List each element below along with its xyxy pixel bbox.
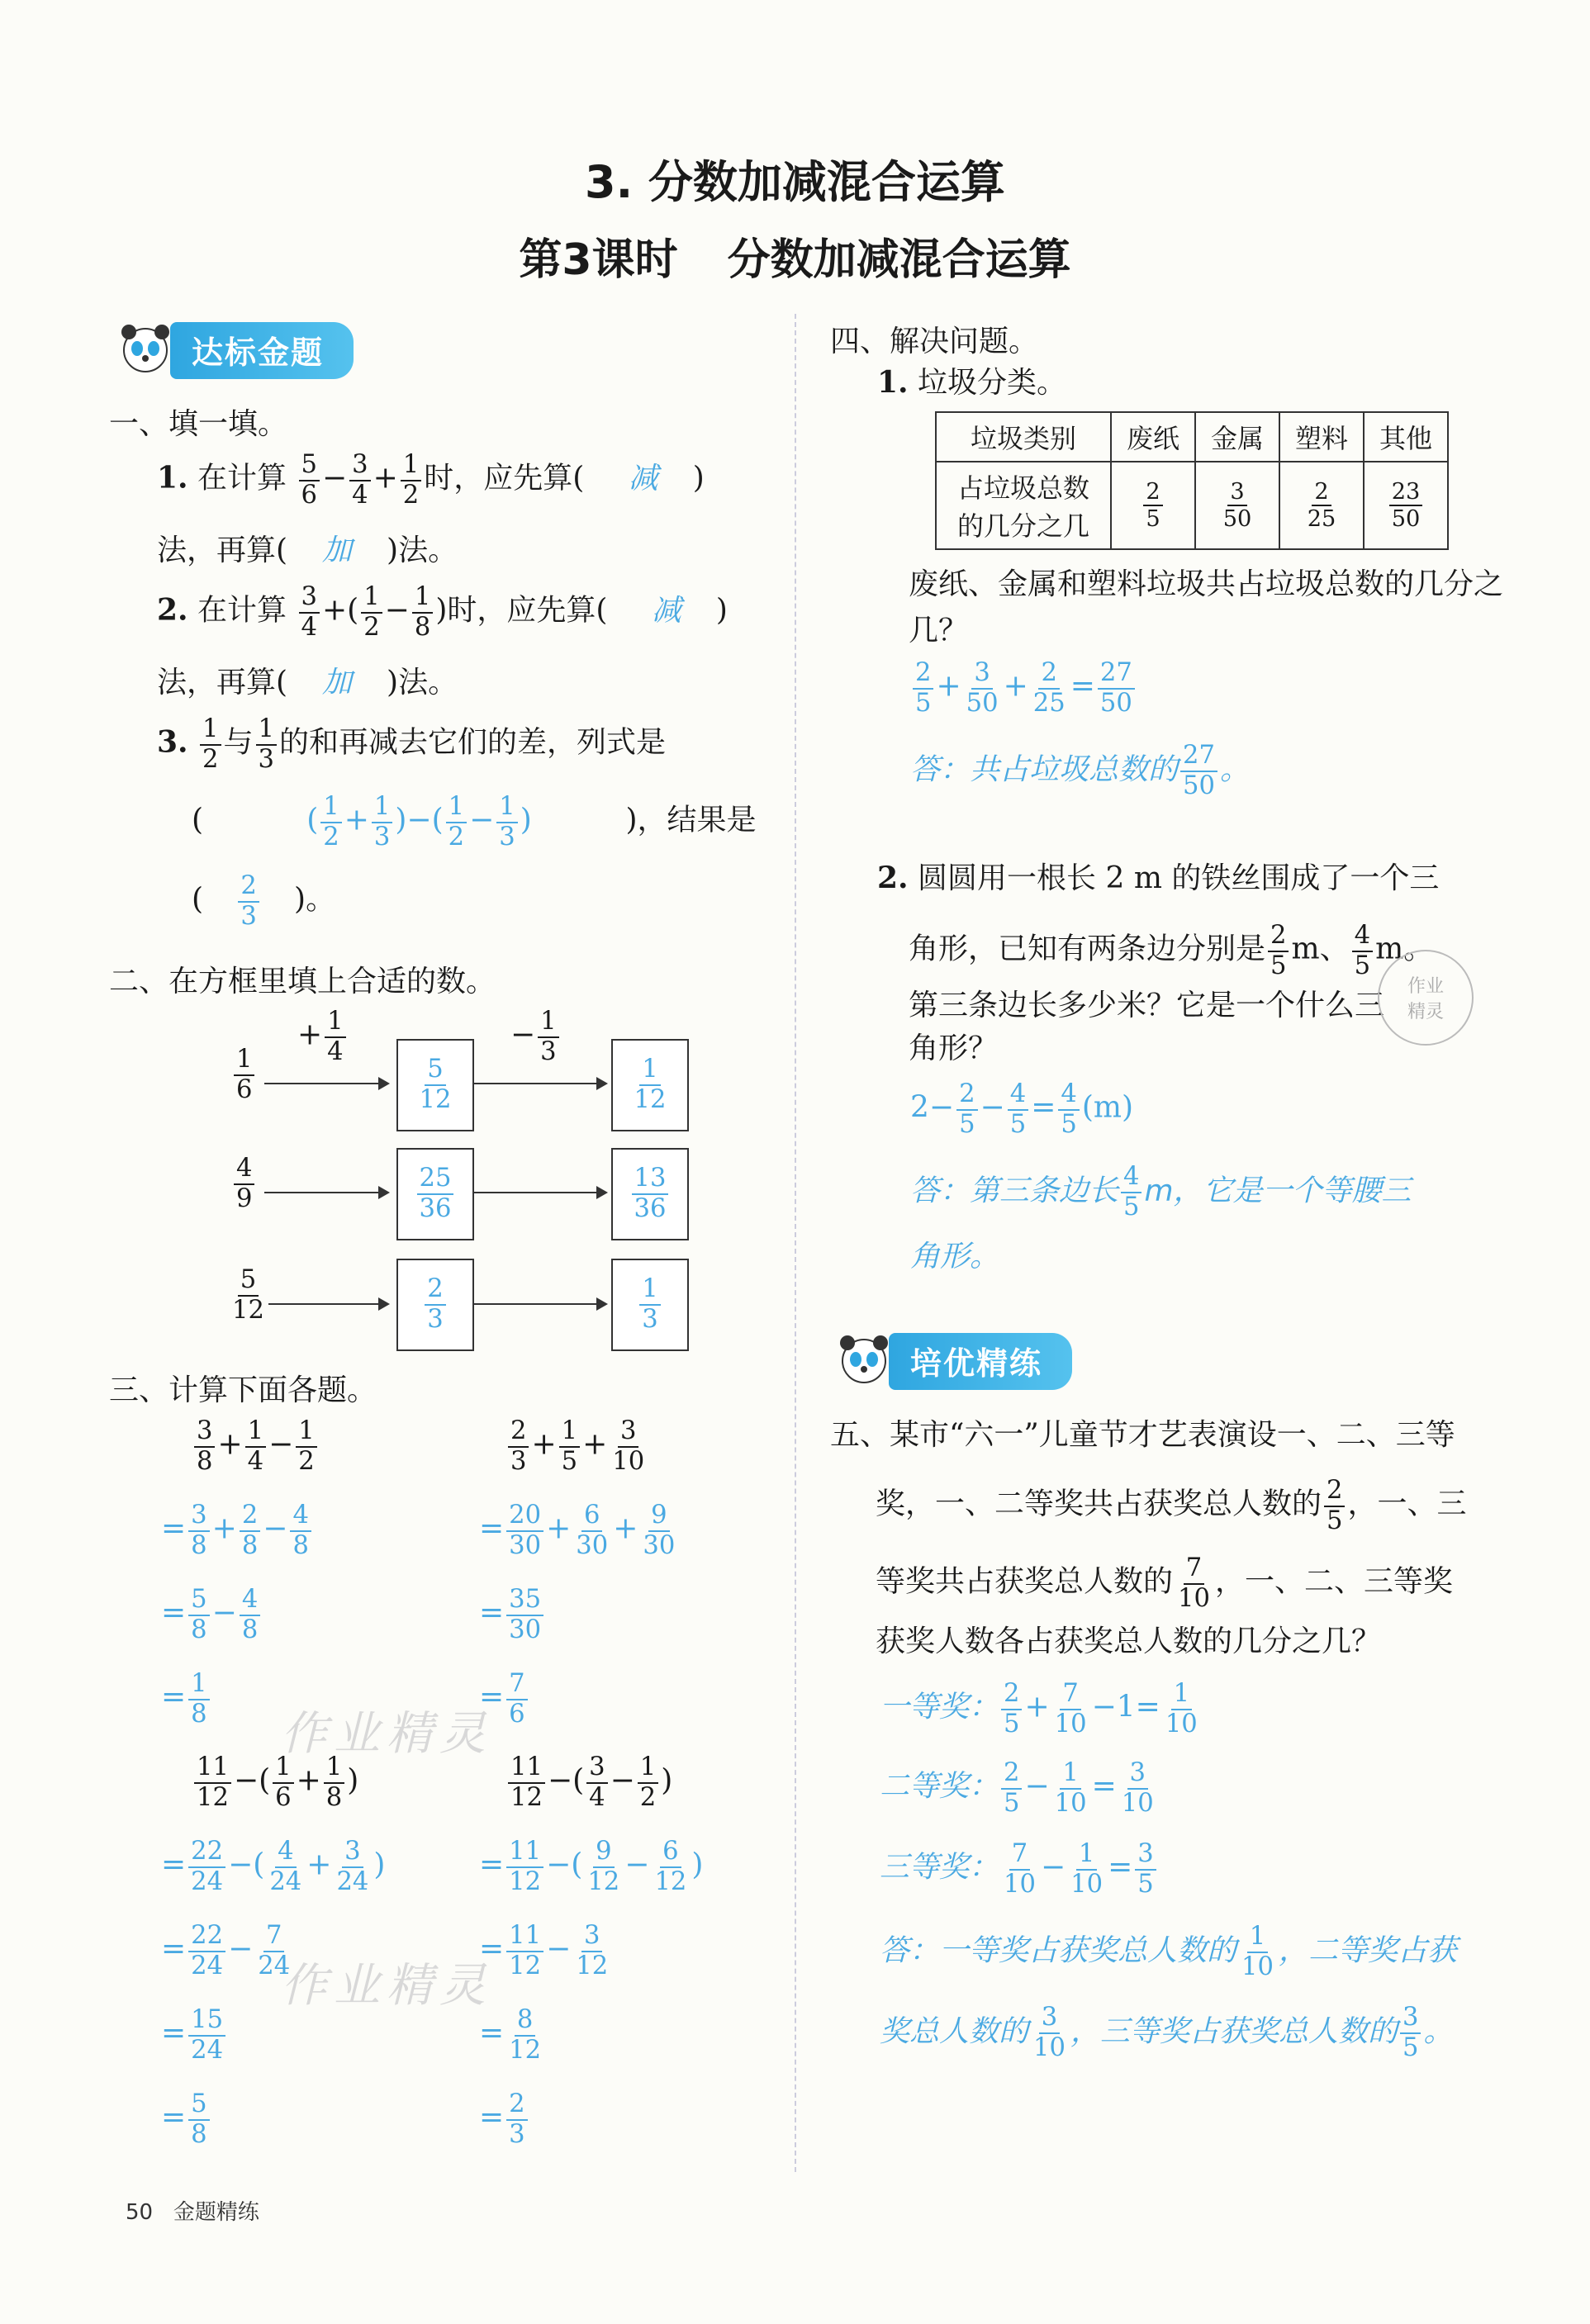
calc-d-step-2: = $\frac{11}{12}$ − $\frac{3}{12}$ [479, 1921, 609, 1980]
problem-2-line2: 角形，已知有两条边分别是 $\frac{2}{5}$ m、 $\frac{4}{5}$ m。 [909, 921, 1434, 980]
table-header-row: 垃圾类别 废纸 金属 塑料 其他 [936, 412, 1448, 462]
calc-b-result: = $\frac{7}{6}$ [479, 1672, 530, 1727]
calc-c-step-3: = $\frac{15}{24}$ [161, 2008, 228, 2063]
section-2-heading: 二、在方框里填上合适的数。 [109, 965, 496, 998]
calc-a-step-1: = $\frac{3}{8}$ + $\frac{2}{8}$ − $\frac{4}{8}$ [161, 1503, 314, 1558]
problem-2-line1: 2. 圆圆用一根长 2 m 的铁丝围成了一个三 [877, 861, 1440, 895]
section-5-answer-line1: 答：一等奖占获奖总人数的 $\frac{1}{10}$ ，二等奖占获 [880, 1922, 1457, 1981]
arrow-3a [268, 1303, 388, 1305]
arrow-3b [474, 1303, 606, 1305]
calc-a-result: = $\frac{1}{8}$ [161, 1672, 212, 1727]
page-number: 50 [126, 2200, 154, 2225]
q3-expression-answer: ( $\frac{1}{2}$ + $\frac{1}{3}$ )−( $\frac{1}{2}$ − $\frac{1}{3}$ ) [306, 792, 532, 851]
operator-add-quarter: + $\frac{1}{4}$ [297, 1009, 349, 1065]
calc-c-problem: $\frac{11}{12}$ −( $\frac{1}{6}$ + $\frac{1}{8}$ ) [192, 1755, 358, 1810]
panda-mascot-icon [116, 320, 175, 380]
calc-b-step-2: = $\frac{35}{30}$ [479, 1587, 546, 1643]
start-value-3: $\frac{5}{12}$ [232, 1265, 264, 1325]
arrow-2b [474, 1192, 606, 1193]
arrow-2a [264, 1192, 388, 1193]
calc-a-step-2: = $\frac{5}{8}$ − $\frac{4}{8}$ [161, 1587, 263, 1643]
answer-box-3a: $\frac{2}{3}$ [396, 1259, 474, 1351]
third-prize-calc: 三等奖： $\frac{7}{10}$ − $\frac{1}{10}$ = $\frac{3}{5}$ [880, 1842, 1159, 1897]
garbage-table [935, 411, 1449, 550]
start-value-1: $\frac{1}{6}$ [231, 1047, 257, 1103]
q1-answer-2: 加 [322, 534, 353, 567]
section-5-answer-line2: 奖总人数的 $\frac{3}{10}$ ，三等奖占获奖总人数的 $\frac{3}{5}$ 。 [880, 2003, 1454, 2062]
calc-d-result: = $\frac{2}{3}$ [479, 2092, 530, 2147]
q2-answer-2: 加 [322, 666, 353, 700]
badge-peiyou [834, 1331, 1072, 1391]
q1-line2: 法，再算( 加 )法。 [157, 534, 458, 567]
section-5-line1: 五、某市“六一”儿童节才艺表演设一、二、三等 [830, 1418, 1455, 1452]
chapter-title: 3. 分数加减混合运算 [585, 156, 1005, 208]
problem-2-line4: 角形？ [909, 1032, 999, 1065]
calc-d-problem: $\frac{11}{12}$ −( $\frac{3}{4}$ − $\frac{1}{2}$ ) [505, 1755, 672, 1810]
problem-2-calc: 2− $\frac{2}{5}$ − $\frac{4}{5}$ = $\frac{4}{5}$ (m) [910, 1079, 1134, 1139]
problem-1-calc: $\frac{2}{5}$ + $\frac{3}{50}$ + $\frac{2}{25}$ = $\frac{27}{50}$ [910, 661, 1137, 716]
arrow-1a [264, 1083, 388, 1084]
calc-c-result: = $\frac{5}{8}$ [161, 2092, 212, 2147]
arrow-1b [474, 1083, 606, 1084]
badge-dabiao [116, 320, 354, 380]
answer-box-1b: $\frac{1}{12}$ [611, 1039, 689, 1131]
calc-c-step-1: = $\frac{22}{24}$ −( $\frac{4}{24}$ + $\frac{3}{24}$ ) [161, 1837, 386, 1896]
problem-1-answer: 答：共占垃圾总数的 $\frac{27}{50}$ 。 [910, 741, 1250, 800]
second-prize-calc: 二等奖： $\frac{2}{5}$ − $\frac{1}{10}$ = $\frac{3}{10}$ [880, 1758, 1154, 1818]
q2-line2: 法，再算( 加 )法。 [157, 666, 458, 700]
stamp-seal: 作业 精灵 [1378, 950, 1474, 1046]
calc-a-problem: $\frac{3}{8}$ + $\frac{1}{4}$ − $\frac{1}{2}$ [192, 1419, 320, 1474]
answer-box-1a: $\frac{5}{12}$ [396, 1039, 474, 1131]
answer-box-3b: $\frac{1}{3}$ [611, 1259, 689, 1351]
q3-line1: 3. $\frac{1}{2}$ 与 $\frac{1}{3}$ 的和再减去它们的差，列式是 [157, 714, 667, 774]
table-row: 占垃圾总数 的几分之几 $\frac{2}{5}$ $\frac{3}{50}$ $\frac{2}{25}$ $\frac{23}{50}$ [936, 462, 1448, 549]
section-5-line3: 等奖共占获奖总人数的 $\frac{7}{10}$ ，一、二、三等奖 [876, 1553, 1453, 1613]
column-divider [795, 314, 796, 2172]
q2-answer-1: 减 [651, 593, 681, 628]
calc-d-step-1: = $\frac{11}{12}$ −( $\frac{9}{12}$ − $\frac{6}{12}$ ) [479, 1837, 704, 1896]
calc-d-step-3: = $\frac{8}{12}$ [479, 2005, 542, 2065]
q1-line1: 1. 在计算 $\frac{5}{6}$ − $\frac{3}{4}$ + $\frac{1}{2}$ 时，应先算( 减 ) [157, 450, 705, 510]
q3-result-answer: $\frac{2}{3}$ [203, 874, 294, 929]
section-3-heading: 三、计算下面各题。 [109, 1373, 377, 1407]
problem-2-line3: 第三条边长多少米？它是一个什么三 [909, 989, 1385, 1022]
book-name: 金题精练 [173, 2200, 259, 2225]
section-5-line2: 奖，一、二等奖共占获奖总人数的 $\frac{2}{5}$ ，一、三 [876, 1476, 1467, 1535]
problem-2-answer-line1: 答：第三条边长 $\frac{4}{5}$ m，它是一个等腰三 [910, 1162, 1412, 1221]
q2-line1: 2. 在计算 $\frac{3}{4}$ +( $\frac{1}{2}$ − $\frac{1}{8}$ )时，应先算( 减 ) [157, 582, 728, 642]
panda-mascot-icon [834, 1331, 894, 1391]
calc-c-step-2: = $\frac{22}{24}$ − $\frac{7}{24}$ [161, 1921, 291, 1980]
badge-label: 培优精练 [889, 1333, 1072, 1390]
q3-line2: ( ( $\frac{1}{2}$ + $\frac{1}{3}$ )−( $\frac{1}{2}$ − $\frac{1}{3}$ ) )，结果是 [192, 792, 757, 851]
answer-box-2b: $\frac{13}{36}$ [611, 1148, 689, 1240]
start-value-2: $\frac{4}{9}$ [231, 1156, 257, 1212]
first-prize-calc: 一等奖： $\frac{2}{5}$ + $\frac{7}{10}$ −1= $\frac{1}{10}$ [880, 1679, 1198, 1738]
q3-line3: ( $\frac{2}{3}$ )。 [192, 871, 336, 931]
calc-b-problem: $\frac{2}{3}$ + $\frac{1}{5}$ + $\frac{3}{10}$ [505, 1419, 649, 1474]
watermark-2: 作业精灵 [281, 1959, 492, 2013]
watermark-1: 作业精灵 [281, 1707, 492, 1761]
problem-2-answer-line2: 角形。 [910, 1240, 1000, 1273]
problem-1-title: 1. 垃圾分类。 [877, 365, 1067, 400]
section-1-heading: 一、填一填。 [109, 407, 288, 441]
q1-answer-1: 减 [628, 461, 658, 496]
badge-label: 达标金题 [170, 322, 354, 379]
section-5-line4: 获奖人数各占获奖总人数的几分之几？ [876, 1624, 1382, 1658]
calc-b-step-1: = $\frac{20}{30}$ + $\frac{6}{30}$ + $\frac{9}{30}$ [479, 1501, 676, 1560]
section-4-heading: 四、解决问题。 [830, 325, 1039, 358]
problem-1-question: 废纸、金属和塑料垃圾共占垃圾总数的几分之几？ [909, 567, 1504, 647]
operator-sub-third: − $\frac{1}{3}$ [510, 1009, 562, 1065]
lesson-title: 第3课时 分数加减混合运算 [519, 235, 1071, 285]
answer-box-2a: $\frac{25}{36}$ [396, 1148, 474, 1240]
page-footer [126, 2195, 259, 2226]
